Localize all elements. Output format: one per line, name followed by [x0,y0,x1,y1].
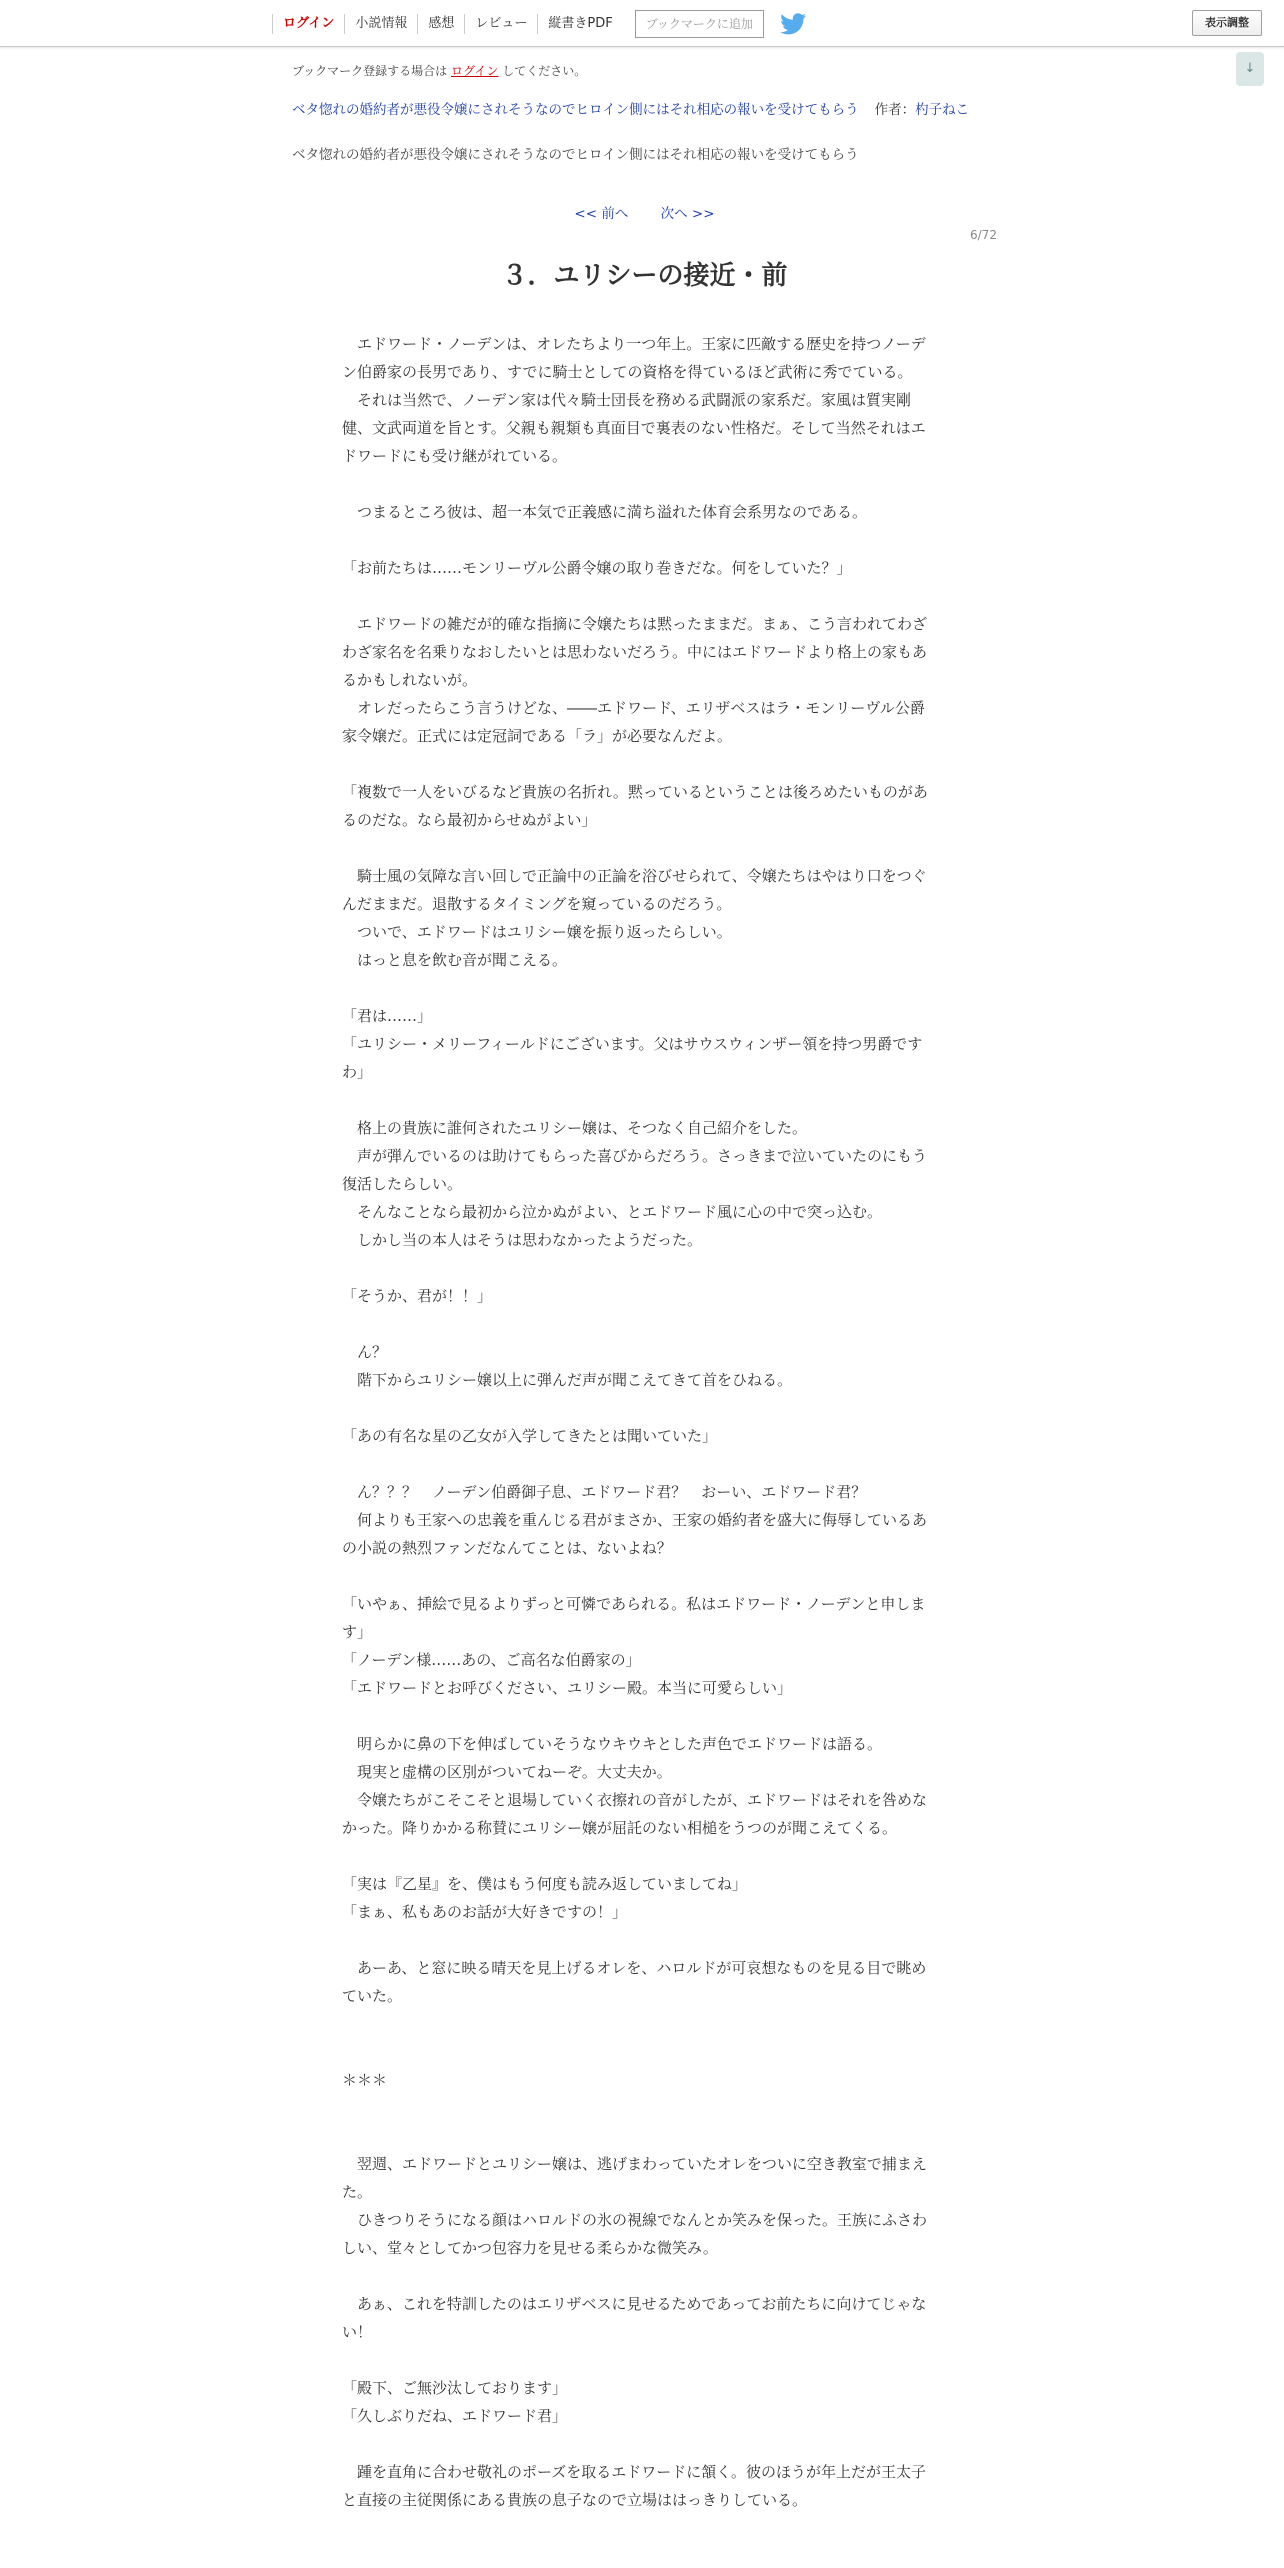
bookmark-note-login-link[interactable]: ログイン [451,64,499,78]
body-paragraph [342,1310,937,1338]
body-paragraph [342,834,937,862]
body-paragraph: しかし当の本人はそうは思わなかったようだった。 [342,1231,703,1249]
body-paragraph: 声が弾んでいるのは助けてもらった喜びからだろう。さっきまで泣いていたのにもう復活したらしい。 [342,1147,928,1193]
body-paragraph: つまるところ彼は、超一本気で正義感に満ち溢れた体育会系男なのである。 [342,503,868,521]
body-paragraph: 「実は『乙星』を、僕はもう何度も読み返していましてね」 [342,1875,748,1893]
body-paragraph: ついで、エドワードはユリシー嬢を振り返ったらしい。 [342,923,732,941]
nav-vertical-pdf-link[interactable]: 縦書きPDF [537,14,622,34]
body-paragraph [342,2262,937,2290]
body-paragraph [342,2010,937,2038]
body-paragraph [342,2094,937,2122]
body-paragraph [342,582,937,610]
bookmark-add-button[interactable]: ブックマークに追加 [635,10,764,38]
bookmark-note [292,62,586,79]
body-paragraph [342,526,937,554]
body-paragraph: 「あの有名な星の乙女が入学してきたとは聞いていた」 [342,1427,718,1445]
nav-review-link[interactable]: レビュー [464,14,537,34]
body-paragraph [342,1702,937,1730]
novel-title-link[interactable]: ベタ惚れの婚約者が悪役令嬢にされそうなのでヒロイン側にはそれ相応の報いを受けてもらう [292,102,859,118]
body-paragraph: 「エドワードとお呼びください、ユリシー殿。本当に可愛らしい」 [342,1679,793,1697]
body-paragraph [342,1450,937,1478]
body-paragraph [342,750,937,778]
page-count: 6/72 [970,228,997,242]
body-paragraph: 「いやぁ、挿絵で見るよりずっと可憐であられる。私はエドワード・ノーデンと申します」 [342,1595,926,1641]
body-paragraph: 踵を直角に合わせ敬礼のポーズを取るエドワードに頷く。彼のほうが年上だが王太子と直接の主従関係にある貴族の息子なので立場ははっきりしている。 [342,2463,926,2509]
body-paragraph: 格上の貴族に誰何されたユリシー嬢は、そつなく自己紹介をした。 [342,1119,808,1137]
body-paragraph: あぁ、これを特訓したのはエリザベスに見せるためであってお前たちに向けてじゃない！ [342,2295,927,2341]
nav-novel-info-link[interactable]: 小説情報 [344,14,417,34]
top-header [0,0,1284,47]
next-page-link[interactable]: 次へ >> [660,206,715,222]
body-paragraph: オレだったらこう言うけどな、――エドワード、エリザベスはラ・モンリーヴル公爵家令嬢だ。正式には定冠詞である「ラ」が必要なんだよ。 [342,699,925,745]
body-paragraph: そんなことなら最初から泣かぬがよい、とエドワード風に心の中で突っ込む。 [342,1203,883,1221]
body-paragraph [342,2430,937,2458]
body-paragraph: あーあ、と窓に映る晴天を見上げるオレを、ハロルドが可哀想なものを見る目で眺めていた。 [342,1959,927,2005]
body-paragraph: ひきつりそうになる顔はハロルドの氷の視線でなんとか笑みを保った。王族にふさわしい、堂々としてかつ包容力を見せる柔らかな微笑み。 [342,2211,928,2257]
body-paragraph: 「君は……」 [342,1007,433,1025]
body-paragraph: 「ノーデン様……あの、ご高名な伯爵家の」 [342,1651,641,1669]
author-label: 作者： [874,102,916,118]
body-paragraph [342,974,937,1002]
bookmark-note-suffix: してください。 [502,64,587,78]
nav-impressions-link[interactable]: 感想 [417,14,464,34]
body-paragraph: 「まぁ、私もあのお話が大好きですの！」 [342,1903,628,1921]
scroll-down-arrow-icon[interactable]: ↓ [1236,52,1264,86]
body-paragraph: 明らかに鼻の下を伸ばしていそうなウキウキとした声色でエドワードは語る。 [342,1735,883,1753]
body-paragraph: はっと息を飲む音が聞こえる。 [342,951,568,969]
novel-title-row [292,96,997,124]
body-paragraph: エドワードの雑だが的確な指摘に令嬢たちは黙ったままだ。まぁ、こう言われてわざわざ家名を名乗りなおしたいとは思わないだろう。中にはエドワードより格上の家もあるかもしれないが。 [342,615,928,689]
body-paragraph: それは当然で、ノーデン家は代々騎士団長を務める武闘派の家系だ。家風は質実剛健、文武両道を旨とす。父親も親類も真面目で裏表のない性格だ。そして当然それはエドワードにも受け継がれている。 [342,391,926,465]
display-adjust-button[interactable]: 表示調整 [1192,10,1262,36]
body-paragraph [342,1842,937,1870]
body-paragraph [342,470,937,498]
body-paragraph [342,1394,937,1422]
prev-page-link[interactable]: << 前へ [574,206,629,222]
body-paragraph: エドワード・ノーデンは、オレたちより一つ年上。王家に匹敵する歴史を持つノーデン伯爵家の長男であり、すでに騎士としての資格を得ているほど武術に秀でている。 [342,335,926,381]
body-paragraph: 「殿下、ご無沙汰しております」 [342,2379,568,2397]
body-paragraph: 「ユリシー・メリーフィールドにございます。父はサウスウィンザー領を持つ男爵ですわ」 [342,1035,923,1081]
body-paragraph [342,1086,937,1114]
body-paragraph: 「そうか、君が！！」 [342,1287,493,1305]
top-nav [272,9,806,39]
body-paragraph: ん？ [342,1343,388,1361]
body-paragraph: 令嬢たちがこそこそと退場していく衣擦れの音がしたが、エドワードはそれを咎めなかった。降りかかる称賛にユリシー嬢が屈託のない相槌をうつのが聞こえてくる。 [342,1791,928,1837]
pager [292,202,997,222]
body-paragraph: 騎士風の気障な言い回しで正論中の正論を浴びせられて、令嬢たちはやはり口をつぐんだままだ。退散するタイミングを窺っているのだろう。 [342,867,927,913]
body-paragraph: 翌週、エドワードとユリシー嬢は、逃げまわっていたオレをついに空き教室で捕まえた。 [342,2155,927,2201]
body-paragraph: ＊＊＊ [342,2071,388,2089]
twitter-icon[interactable] [780,13,806,35]
body-paragraph [342,2346,937,2374]
author-name-link[interactable]: 杓子ねこ [915,102,970,118]
body-paragraph [342,1926,937,1954]
chapter-group-subtitle: ベタ惚れの婚約者が悪役令嬢にされそうなのでヒロイン側にはそれ相応の報いを受けてもらう [292,147,859,163]
body-paragraph: 階下からユリシー嬢以上に弾んだ声が聞こえてきて首をひねる。 [342,1371,793,1389]
body-paragraph: ん？？？ ノーデン伯爵御子息、エドワード君？ おーい、エドワード君？ [342,1483,867,1501]
body-paragraph: 何よりも王家への忠義を重んじる君がまさか、王家の婚約者を盛大に侮辱しているあの小説の熱烈ファンだなんてことは、ないよね？ [342,1511,928,1557]
body-paragraph [342,2038,937,2066]
body-paragraph: 「お前たちは……モンリーヴル公爵令嬢の取り巻きだな。何をしていた？」 [342,559,852,577]
nav-login-link[interactable]: ログイン [272,14,344,34]
chapter-body [342,330,937,2514]
body-paragraph [342,2122,937,2150]
bookmark-note-prefix: ブックマーク登録する場合は [292,64,448,78]
body-paragraph: 「久しぶりだね、エドワード君」 [342,2407,568,2425]
body-paragraph: 現実と虚構の区別がついてねーぞ。大丈夫か。 [342,1763,672,1781]
chapter-title: ３．ユリシーの接近・前 [501,261,788,291]
body-paragraph [342,1254,937,1282]
body-paragraph: 「複数で一人をいびるなど貴族の名折れ。黙っているということは後ろめたいものがあるのだな。なら最初からせぬがよい」 [342,783,928,829]
body-paragraph [342,1562,937,1590]
